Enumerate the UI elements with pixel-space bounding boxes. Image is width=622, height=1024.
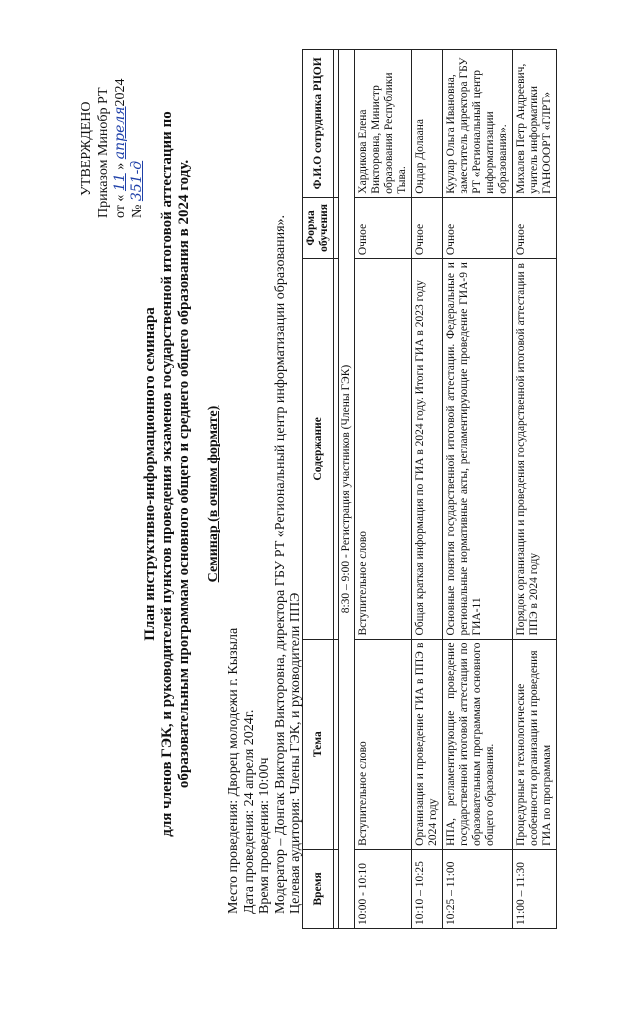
info-time: Время проведения: 10:00ч bbox=[257, 757, 272, 914]
cell-person: Ондар Долаана bbox=[412, 50, 443, 198]
approval-date-day: 11 bbox=[112, 173, 128, 192]
cell-person: Куулар Ольга Ивановна, заместитель директора ГБУ РТ «Региональный центр информатизации образования». bbox=[443, 50, 513, 198]
cell-person: Хардикова Елена Викторовна, Министр образования Республики Тыва. bbox=[355, 50, 412, 198]
cell-content: Основные понятия государственной итоговой аттестации. Федеральные и региональные нормативные акты, регламентирующие проведение ГИА-9 и ГИА-11 bbox=[443, 259, 513, 639]
info-date: Дата проведения: 24 апреля 2024г. bbox=[241, 709, 257, 914]
cell-form: Очное bbox=[355, 197, 412, 258]
header-form: Форма обучения bbox=[303, 197, 334, 258]
registration-row bbox=[339, 50, 355, 929]
cell-topic: Вступительное слово bbox=[355, 639, 412, 849]
info-audience: Целевая аудитория: Члены ГЭК, и руководители ППЭ bbox=[288, 592, 303, 914]
schedule-table bbox=[302, 49, 557, 929]
table-row bbox=[412, 50, 443, 929]
header-person: Ф.И.О сотрудника РЦОИ bbox=[303, 50, 334, 198]
approval-date-mid: » bbox=[113, 162, 128, 170]
approval-date-year: 2024 bbox=[113, 78, 128, 107]
table-row bbox=[513, 50, 557, 929]
approval-stamp bbox=[78, 18, 146, 218]
approval-title: УТВЕРЖДЕНО bbox=[79, 101, 94, 196]
cell-time: 10:00 - 10:10 bbox=[355, 849, 412, 928]
approval-date-month: апреля bbox=[112, 106, 128, 160]
info-moderator: Модератор – Донгак Виктория Викторовна, директора ГБУ РТ «Региональный центр информатизации образования». bbox=[272, 214, 288, 914]
registration-cell: 8:30 – 9:00 - Регистрация участников (Члены ГЭК) bbox=[339, 50, 355, 929]
cell-person: Михалев Петр Андреевич, учитель информатики ГАНОООРТ «ГЛРТ» bbox=[513, 50, 557, 198]
cell-time: 11:00 – 11:30 bbox=[513, 849, 557, 928]
header-topic: Тема bbox=[303, 639, 334, 849]
header-time: Время bbox=[303, 849, 334, 928]
document-title bbox=[142, 64, 193, 884]
approval-number-value: 351-д bbox=[129, 160, 145, 202]
cell-time: 10:25 – 11:00 bbox=[443, 849, 513, 928]
header-content: Содержание bbox=[303, 259, 334, 639]
table-header-row bbox=[303, 50, 334, 929]
cell-form: Очное bbox=[412, 197, 443, 258]
title-line-3: образовательным программам основного общего и среднего общего образования в 2024 году. bbox=[176, 159, 192, 789]
title-line-1: План инструктивно-информационного семинара bbox=[142, 307, 158, 641]
cell-topic: НПА, регламентирующие проведение государственной итоговой аттестации по образовательным программам основного общего образования. bbox=[443, 639, 513, 849]
approval-order: Приказом Минобр РТ bbox=[96, 87, 111, 218]
cell-form: Очное bbox=[513, 197, 557, 258]
cell-topic: Организация и проведение ГИА в ППЭ в 2024 году bbox=[412, 639, 443, 849]
cell-content: Общая краткая информация по ГИА в 2024 году. Итоги ГИА в 2023 году bbox=[412, 259, 443, 639]
cell-topic: Процедурные и технологические особенности организации и проведения ГИА по программам bbox=[513, 639, 557, 849]
seminar-format: Семинар (в очном формате) bbox=[206, 405, 221, 583]
cell-content: Порядок организации и проведения государственной итоговой аттестации в ППЭ в 2024 году bbox=[513, 259, 557, 639]
approval-date-prefix: от « bbox=[113, 194, 128, 218]
approval-date bbox=[112, 18, 129, 218]
cell-form: Очное bbox=[443, 197, 513, 258]
seminar-info bbox=[226, 14, 304, 914]
title-line-2: для членов ГЭК, и руководителей пунктов проведения экзаменов государственной итоговой аттестации по bbox=[159, 111, 175, 837]
cell-content: Вступительное слово bbox=[355, 259, 412, 639]
approval-number-prefix: № bbox=[130, 204, 145, 218]
info-place: Место проведения: Дворец молодежи г. Кызыла bbox=[226, 627, 241, 914]
table-row bbox=[355, 50, 412, 929]
cell-time: 10:10 – 10:25 bbox=[412, 849, 443, 928]
table-row bbox=[443, 50, 513, 929]
